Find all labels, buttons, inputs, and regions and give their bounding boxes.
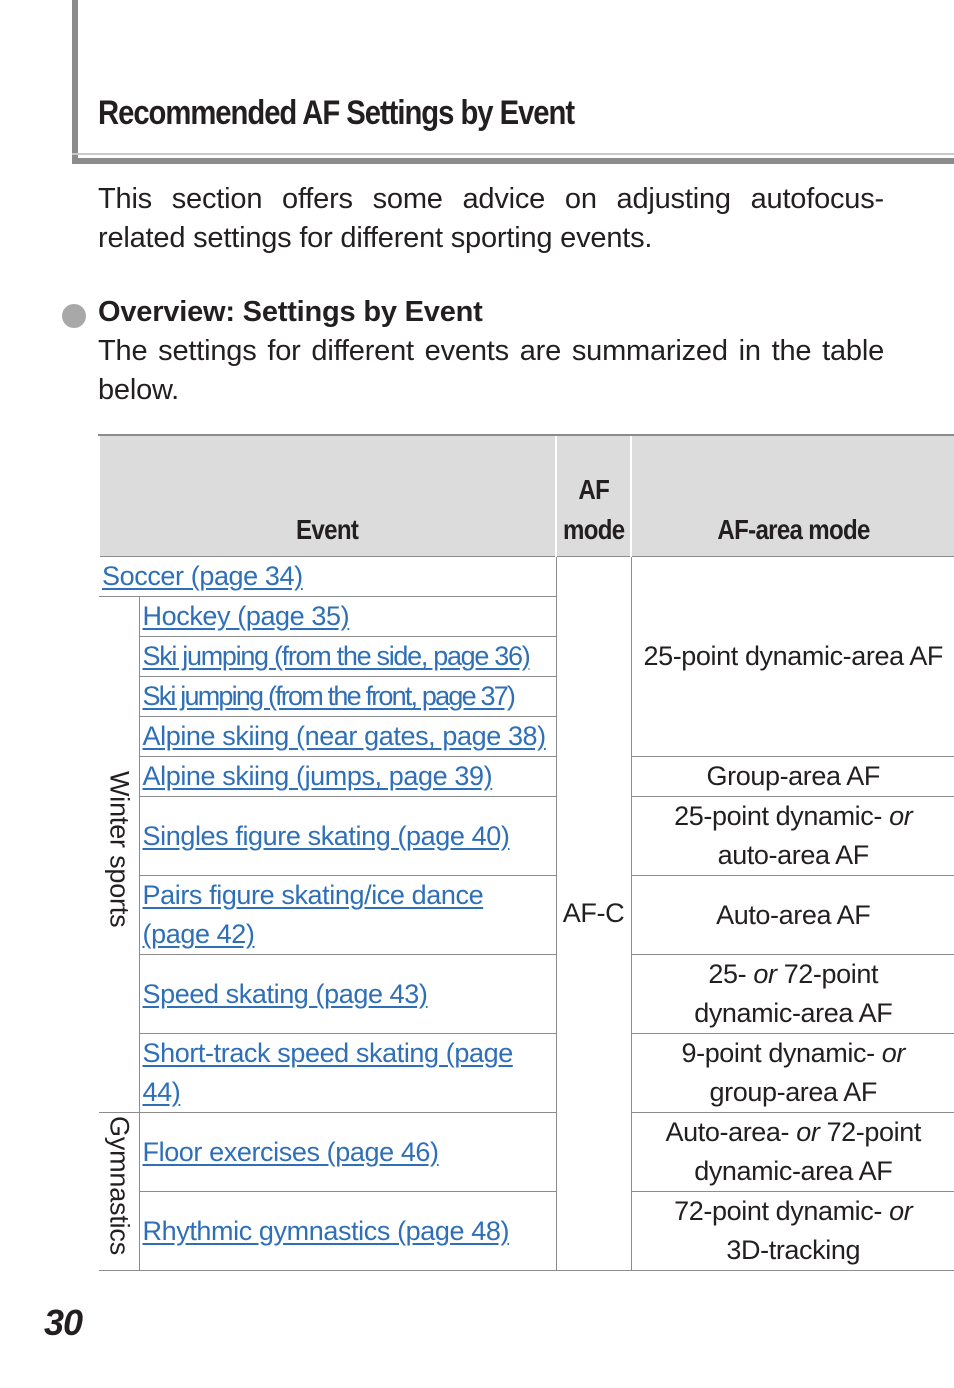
event-link-hockey[interactable]: Hockey (page 35)	[142, 601, 350, 631]
event-link-floor[interactable]: Floor exercises (page 46)	[142, 1136, 439, 1167]
intro-paragraph: This section offers some advice on adjusting autofocus-related settings for different sporting events.	[98, 183, 884, 254]
af-settings-table	[98, 434, 954, 1271]
table-row	[99, 1034, 954, 1113]
table-row	[99, 1192, 954, 1271]
af-area-floor-b: 72-point	[826, 1117, 921, 1147]
header-af-area-mode	[631, 435, 954, 557]
event-cell[interactable]	[139, 637, 556, 677]
af-area-speed-c: dynamic-area AF	[694, 998, 893, 1028]
af-area-floor-c: dynamic-area AF	[694, 1156, 893, 1186]
event-cell[interactable]	[139, 717, 556, 757]
af-area-speed-b: 72-point	[783, 959, 879, 989]
title-underline-thin	[72, 153, 954, 155]
af-area-singles-b: auto-area AF	[717, 840, 869, 870]
header-af-mode-line1: AF	[578, 474, 609, 505]
af-area-cell	[631, 797, 954, 876]
header-event	[99, 435, 556, 557]
af-area-speed-or: or	[753, 959, 777, 989]
af-mode-cell	[556, 557, 631, 1271]
af-area-short-a: 9-point dynamic-	[681, 1038, 875, 1068]
af-area-singles-a: 25-point dynamic-	[674, 801, 882, 831]
event-cell[interactable]	[99, 557, 556, 597]
table-row	[99, 955, 954, 1034]
af-mode-value: AF-C	[562, 898, 625, 928]
page-number: 30	[44, 1302, 83, 1343]
table-header-row	[99, 435, 954, 557]
event-cell[interactable]	[139, 1034, 556, 1113]
table-row	[99, 757, 954, 797]
af-area-short-b: group-area AF	[709, 1077, 877, 1107]
header-event-label: Event	[296, 514, 359, 545]
header-af-mode-label	[563, 470, 624, 550]
af-area-pairs: Auto-area AF	[716, 899, 871, 930]
af-area-cell	[631, 1192, 954, 1271]
group-gymnastics	[99, 1113, 139, 1271]
af-area-floor-a: Auto-area-	[665, 1117, 790, 1147]
event-cell[interactable]	[139, 955, 556, 1034]
title-underline	[72, 158, 954, 164]
af-area-short-or: or	[881, 1038, 905, 1068]
af-area-floor-or: or	[796, 1117, 820, 1147]
af-area-singles-or: or	[889, 801, 913, 831]
af-area-cell	[631, 876, 954, 955]
event-cell[interactable]	[139, 1113, 556, 1192]
event-cell[interactable]	[139, 876, 556, 955]
event-link-pairs-figure[interactable]: Pairs figure skating/ice dance (page 42)	[142, 880, 484, 949]
af-area-cell	[631, 1113, 954, 1192]
af-area-speed-a: 25-	[708, 959, 747, 989]
af-area-group: Group-area AF	[706, 761, 880, 791]
event-cell[interactable]	[139, 1192, 556, 1271]
event-cell[interactable]	[139, 757, 556, 797]
event-cell[interactable]	[139, 677, 556, 717]
bullet-icon	[62, 304, 86, 328]
event-link-speed-skating[interactable]: Speed skating (page 43)	[142, 978, 428, 1009]
af-area-cell	[631, 557, 954, 757]
af-area-rhythmic-or: or	[889, 1196, 913, 1226]
af-area-cell	[631, 757, 954, 797]
group-winter-sports-label: Winter sports	[104, 770, 135, 928]
event-link-alpine-jumps[interactable]: Alpine skiing (jumps, page 39)	[142, 761, 493, 791]
af-area-cell	[631, 955, 954, 1034]
event-link-rhythmic[interactable]: Rhythmic gymnastics (page 48)	[142, 1215, 510, 1246]
event-link-short-track[interactable]: Short-track speed skating (page 44)	[142, 1038, 513, 1107]
table-row	[99, 876, 954, 955]
page-title: Recommended AF Settings by Event	[98, 94, 575, 132]
event-cell[interactable]	[139, 597, 556, 637]
left-vertical-rule	[72, 0, 78, 164]
event-link-ski-jumping-side[interactable]: Ski jumping (from the side, page 36)	[142, 641, 530, 671]
event-cell[interactable]	[139, 797, 556, 876]
header-af-mode	[556, 435, 631, 557]
event-link-alpine-gates[interactable]: Alpine skiing (near gates, page 38)	[142, 721, 546, 751]
event-link-singles-figure[interactable]: Singles figure skating (page 40)	[142, 820, 510, 851]
table-row	[99, 557, 954, 597]
table-row	[99, 1113, 954, 1192]
overview-text: The settings for different events are summarized in the table below.	[98, 335, 884, 406]
table-row	[99, 797, 954, 876]
event-link-ski-jumping-front[interactable]: Ski jumping (from the front, page 37)	[142, 681, 515, 711]
overview-heading: Overview: Settings by Event	[98, 296, 483, 328]
header-af-area-mode-label: AF-area mode	[717, 514, 870, 545]
af-area-cell	[631, 1034, 954, 1113]
af-area-dynamic25: 25-point dynamic-area AF	[643, 641, 944, 671]
af-area-rhythmic-a: 72-point dynamic-	[674, 1196, 882, 1226]
event-link-soccer[interactable]: Soccer (page 34)	[102, 561, 303, 591]
group-gymnastics-label: Gymnastics	[104, 1116, 135, 1256]
af-area-rhythmic-b: 3D-tracking	[726, 1235, 861, 1265]
group-winter-sports	[99, 597, 139, 1113]
header-af-mode-line2: mode	[562, 514, 625, 545]
